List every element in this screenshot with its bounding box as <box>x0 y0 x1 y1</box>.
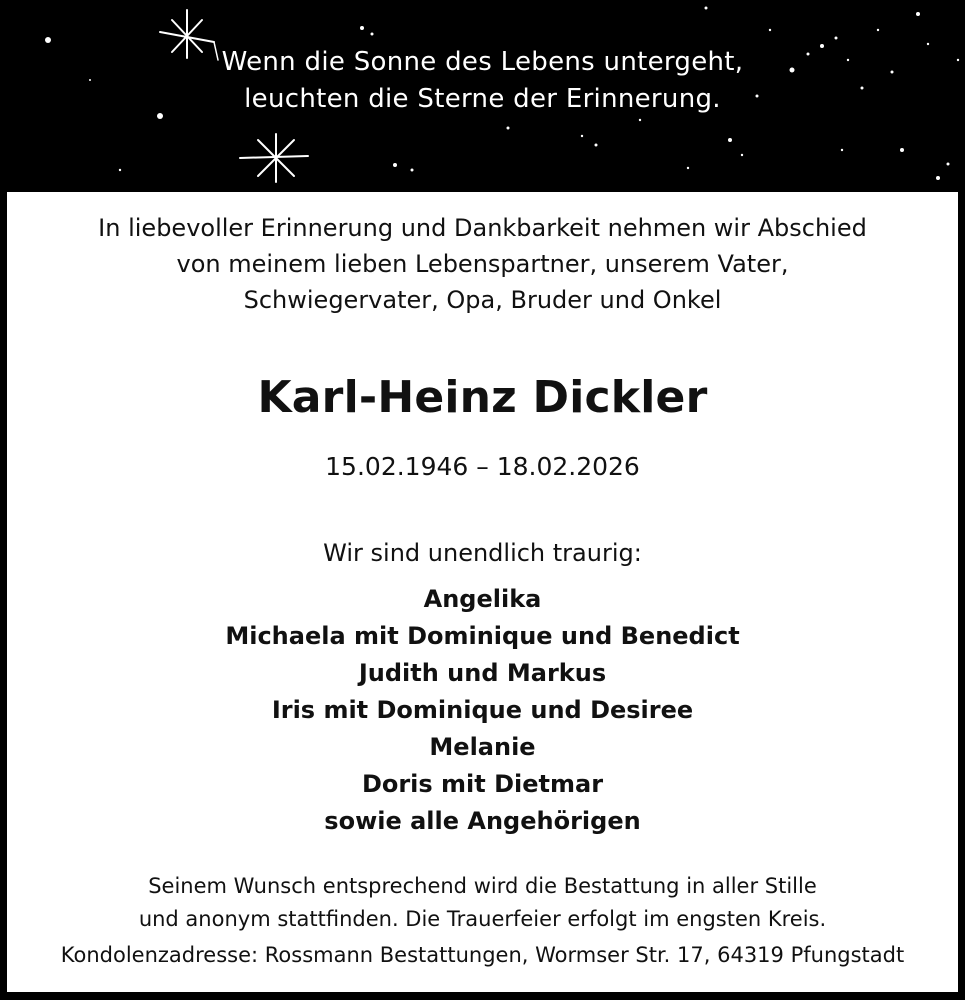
notice-line: und anonym stattfinden. Die Trauerfeier erfolgt im engsten Kreis. <box>138 907 827 931</box>
condolence-address: Kondolenzadresse: Rossmann Bestattungen, Wormser Str. 17, 64319 Pfungstadt <box>60 943 905 967</box>
motto-line: leuchten die Sterne der Erinnerung. <box>244 84 721 114</box>
deceased-name: Karl-Heinz Dickler <box>257 372 708 423</box>
motto-line: Wenn die Sonne des Lebens untergeht, <box>221 47 744 77</box>
notice-line: Seinem Wunsch entsprechend wird die Bestattung in aller Stille <box>148 874 817 898</box>
star-sparkle-icon <box>240 134 308 182</box>
intro-line: Schwiegervater, Opa, Bruder und Onkel <box>243 286 722 314</box>
mourner: sowie alle Angehörigen <box>324 807 641 835</box>
life-dates: 15.02.1946 – 18.02.2026 <box>325 452 640 481</box>
mourner: Doris mit Dietmar <box>361 770 604 798</box>
mourner: Judith und Markus <box>358 659 607 687</box>
mourning-line: Wir sind unendlich traurig: <box>323 539 642 567</box>
intro-line: In liebevoller Erinnerung und Dankbarkeit nehmen wir Abschied <box>98 214 867 242</box>
intro-text <box>7 210 958 318</box>
mourner: Michaela mit Dominique und Benedict <box>225 622 740 650</box>
obituary-body <box>7 192 958 992</box>
mourner: Iris mit Dominique und Desiree <box>271 696 694 724</box>
mourner: Angelika <box>423 585 542 613</box>
intro-line: von meinem lieben Lebenspartner, unserem Vater, <box>176 250 789 278</box>
funeral-notice <box>7 870 958 936</box>
mourner: Melanie <box>429 733 536 761</box>
night-sky-header <box>0 0 965 192</box>
mourners-list <box>7 581 958 840</box>
motto <box>0 44 965 118</box>
